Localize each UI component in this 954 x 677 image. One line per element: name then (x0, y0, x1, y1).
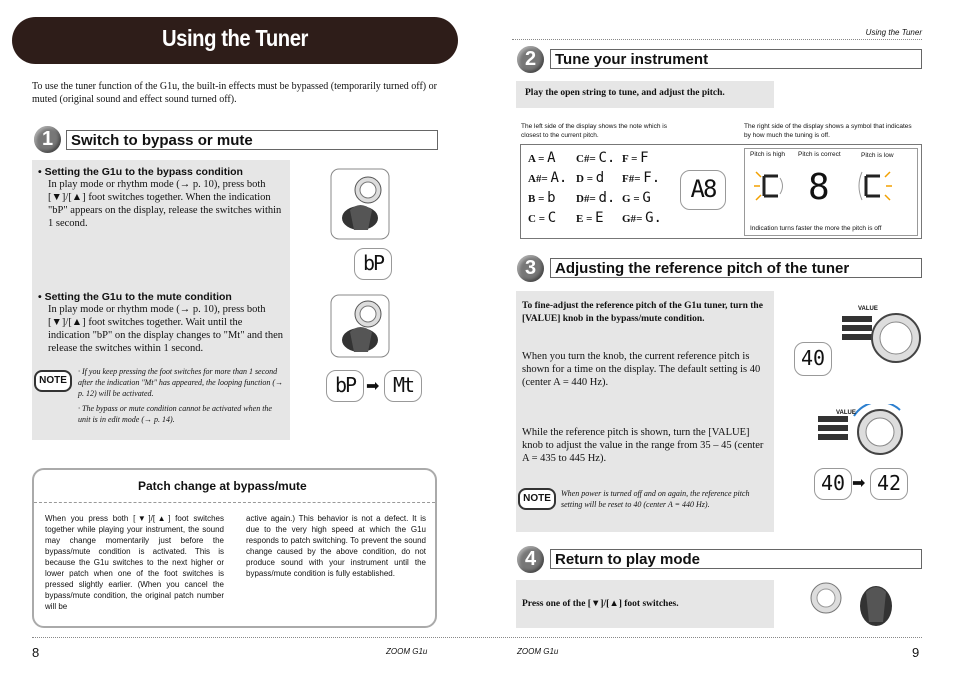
section-3-para1: When you turn the knob, the current reference pitch is shown for a time on the display. The default setting is 40 (center A = 440 Hz). (522, 351, 761, 388)
header-divider (512, 39, 922, 40)
pitch-high-label: Pitch is high (750, 151, 786, 158)
bypass-body: In play mode or rhythm mode (→ p. 10), press both [▼]/[▲] foot switches together. When the indication "bP" appears on the display, release the switches within 1 second. (48, 179, 282, 229)
section-2-instruction-panel (516, 81, 774, 108)
lcd-40-display: 40 (794, 342, 832, 376)
lcd-bp-display: bP (354, 248, 392, 280)
note-1-text: · If you keep pressing the foot switches for more than 1 second after the indication "Mt" has appeared, the looping function (→ p. 12) will be activated. · The bypass or mute condition cannot be activated when the unit is in edit mode (→ p. 14). (78, 367, 284, 424)
caption-right: The right side of the display shows a symbol that indicates by how much the tuning is off. (744, 123, 912, 139)
pitch-correct-symbol: 8 (808, 167, 830, 208)
page-number-right: 9 (912, 645, 920, 660)
section-1-title: Switch to bypass or mute (66, 130, 438, 150)
section-3-note: When power is turned off and on again, the reference pitch setting will be reset to 40 (center A = 440 Hz). (561, 489, 750, 509)
indication-note: Indication turns faster the more the pitch is off (750, 225, 882, 232)
note-c-sharp: C#= C. (576, 150, 616, 166)
section-3-title: Adjusting the reference pitch of the tuner (550, 258, 922, 278)
note-e: E = E (576, 210, 604, 226)
patch-col-1: When you press both [▼]/[▲] foot switches together while playing your instrument, the sound may change momentarily just before the bypass/mute condition is activated. This is because the G1u switches to the next higher or lower patch when one of the foot switches is pressed slightly earlier. (When you cancel the bypass/mute condition, the original patch number will be (45, 514, 224, 611)
caption-left: The left side of the display shows the note which is closest to the current pitch. (521, 123, 667, 139)
mute-body: In play mode or rhythm mode (→ p. 10), press both [▼]/[▲] foot switches together. Wait until the indication "bP" on the display changes to "Mt" and then release the switches within 1 second. (48, 304, 283, 354)
device-foot-illustration-1 (330, 168, 392, 240)
note-col-2 (576, 150, 622, 230)
note-f: F = F (622, 150, 649, 166)
page-title-banner (12, 17, 458, 64)
value-knob-label-1: VALUE (858, 306, 878, 312)
footer-brand-right: ZOOM G1u (517, 647, 559, 656)
patch-col-2: active again.) This behavior is not a defect. It is due to the very high speed at which the G1u responds to patch switching. To prevent the sound change caused by the above condition, do not produce sound with your instrument until the bypass/mute condition is fully established. (246, 514, 426, 578)
intro-text: To use the tuner function of the G1u, the built-in effects must be bypassed (temporarily turned off) or muted (original sound and effect sound turned off). (32, 81, 437, 105)
note-g-sharp: G#= G. (622, 210, 662, 226)
note-1b: The bypass or mute condition cannot be activated when the unit is in edit mode (→ p. 14). (78, 404, 272, 424)
section-4-title: Return to play mode (550, 549, 922, 569)
page-title: Using the Tuner (162, 25, 308, 51)
device-foot-illustration-2 (330, 294, 392, 358)
value-knob-illustration-1 (836, 300, 922, 376)
lcd-40-display-2: 40 (814, 468, 852, 500)
note-1a: If you keep pressing the foot switches for more than 1 second after the indication "Mt" has appeared, the looping function (→ p. 12) will be activated. (78, 367, 284, 398)
mute-title: Setting the G1u to the mute condition (44, 291, 232, 303)
footer-divider (32, 637, 922, 638)
section-4-instruction: Press one of the [▼]/[▲] foot switches. (522, 599, 679, 609)
note-d: D = d (576, 170, 605, 186)
lcd-42-display: 42 (870, 468, 908, 500)
note-d-sharp: D#= d. (576, 190, 616, 206)
lcd-mt-display: Mt (384, 370, 422, 402)
arrow-right-icon: ➡ (366, 378, 380, 395)
lcd-bp-display-2: bP (326, 370, 364, 402)
note-col-3 (622, 150, 668, 230)
note-f-sharp: F#= F. (622, 170, 661, 186)
value-knob-label-2: VALUE (836, 410, 856, 416)
section-2-instruction: Play the open string to tune, and adjust the pitch. (525, 88, 725, 98)
step-1-badge: 1 (34, 126, 61, 153)
pitch-low-label: Pitch is low (861, 152, 894, 159)
note-c: C = C (528, 210, 557, 226)
bypass-block: • Setting the G1u to the bypass condition In play mode or rhythm mode (→ p. 10), press both [▼]/[▲] foot switches together. When the indication "bP" appears on the display, release the switches within 1 second. (38, 166, 286, 230)
note-a-sharp: A#= A. (528, 170, 568, 186)
footer-brand-left: ZOOM G1u (386, 647, 428, 656)
section-2-title: Tune your instrument (550, 49, 922, 69)
bypass-title: Setting the G1u to the bypass condition (44, 166, 243, 178)
page-number-left: 8 (32, 645, 40, 660)
note-g: G = G (622, 190, 651, 206)
section-3-bold: To fine-adjust the reference pitch of the G1u tuner, turn the [VALUE] knob in the bypass/mute condition. (522, 301, 763, 324)
note-badge-1: NOTE (34, 370, 72, 392)
patch-divider (34, 502, 435, 503)
note-a: A = A (528, 150, 556, 166)
step-2-badge: 2 (517, 46, 544, 73)
section-3-para2: While the reference pitch is shown, turn the [VALUE] knob to adjust the value in the range from 35 – 45 (center A = 435 to 445 Hz). (522, 427, 764, 464)
pitch-low-rotating-icon (850, 164, 894, 210)
running-head: Using the Tuner (865, 28, 922, 37)
step-4-badge: 4 (517, 546, 544, 573)
note-table (528, 150, 664, 232)
lcd-sample-display: A8 (680, 170, 726, 210)
section-4-panel (516, 580, 774, 628)
pitch-correct-label: Pitch is correct (798, 151, 841, 158)
note-b: B = b (528, 190, 556, 206)
foot-switch-illustration (806, 578, 896, 630)
patch-change-title: Patch change at bypass/mute (138, 479, 307, 493)
note-badge-3: NOTE (518, 488, 556, 510)
pitch-high-rotating-icon (752, 164, 788, 210)
arrow-right-icon-2: ➡ (852, 475, 866, 492)
step-3-badge: 3 (517, 255, 544, 282)
mute-block: • Setting the G1u to the mute condition In play mode or rhythm mode (→ p. 10), press both [▼]/[▲] foot switches together. Wait until the indication "bP" on the display changes to "Mt" and then release the switches within 1 second. (38, 291, 286, 355)
note-col-1 (528, 150, 574, 230)
value-knob-illustration-2 (808, 404, 922, 458)
